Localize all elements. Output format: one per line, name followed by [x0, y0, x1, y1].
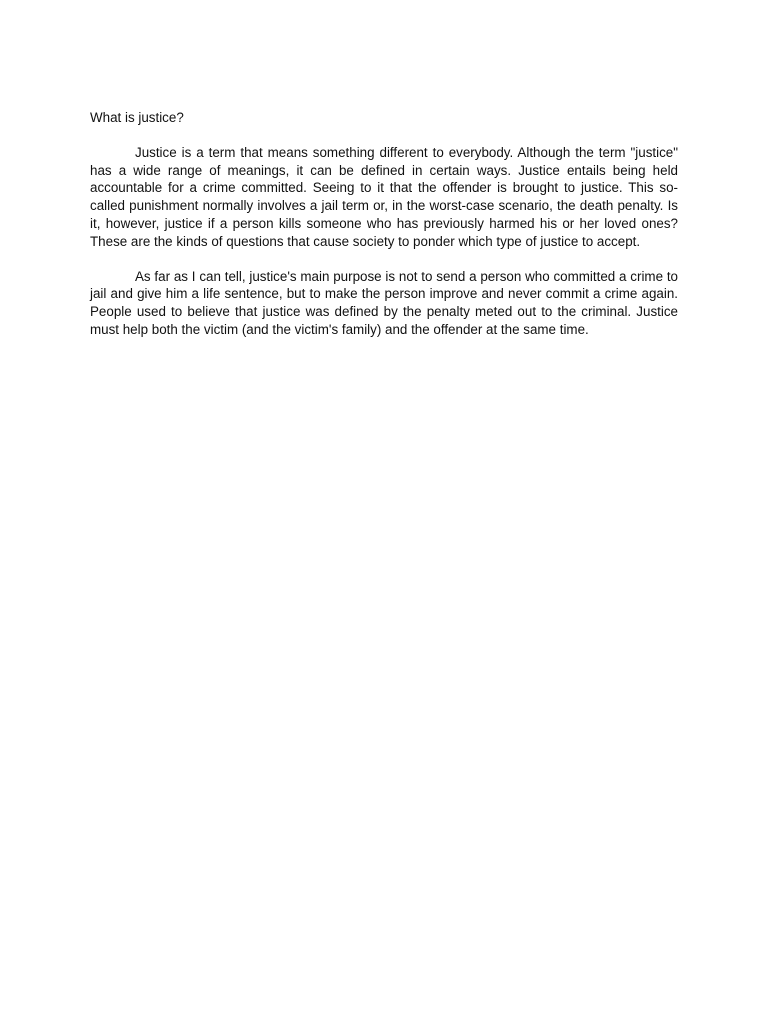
paragraph-2: As far as I can tell, justice's main purpose is not to send a person who committed a crime to jail and give him a life sentence, but to make the person improve and never commit a crime again. People used to believe that justice was defined by the penalty meted out to the criminal. Justice must help both the victim (and the victim's family) and the offender at the same time.: [90, 268, 678, 337]
document-body: [90, 109, 678, 356]
document-title: What is justice?: [90, 110, 184, 125]
paragraph-1: Justice is a term that means something different to everybody. Although the term "justice" has a wide range of meanings, it can be defined in certain ways. Justice entails being held accountable for a crime committed. Seeing to it that the offender is brought to justice. This so-called punishment normally involves a jail term or, in the worst-case scenario, the death penalty. Is it, however, justice if a person kills someone who has previously harmed his or her loved ones? These are the kinds of questions that cause society to ponder which type of justice to accept.: [90, 144, 678, 249]
